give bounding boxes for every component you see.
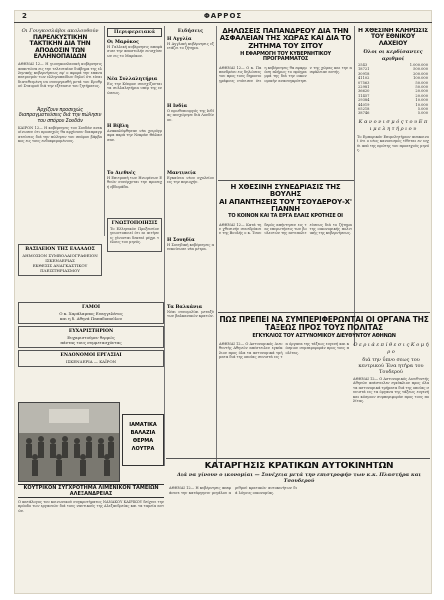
left-kicker: Οι Γουγκοσλάβοι ακολουθούν bbox=[21, 28, 99, 34]
lottery-number: 44019 bbox=[358, 102, 370, 107]
section-rule bbox=[218, 180, 354, 181]
lottery-prize: 5.000 bbox=[417, 106, 428, 111]
column-two bbox=[107, 28, 162, 298]
lottery-row bbox=[357, 111, 429, 115]
police-side-head: Ο ε ρ ι ά ε π ί θ ε σ ι ς Κ ο μ ή ρ ο bbox=[353, 342, 429, 355]
cars-headline: ΚΑΤΑΡΓΗΣΙΣ ΚΡΑΤΙΚΩΝ ΑΥΤΟΚΙΝΗΤΩΝ bbox=[204, 462, 394, 471]
left-body: ΑΘΗΝΑΙ 12— Η γιουγκοσλαυική κυβέρνησις απαντώσα εις την τελευταίαν διάβημα της ελληνικής κυβερνήσεως εφ' ο αφορά την επαναπατρισμόν των ελληνοπαίδων δηλοί ότι είναι διατεθειμένη να συνεργασθή μετά του Ερυθρού Σταυρού διά την εξέτασιν του ζητήματος. bbox=[18, 62, 102, 89]
spa-ad-line: ΘΕΡΜΑ bbox=[132, 438, 154, 444]
top-story-headline: ΔΗΛΩΣΕΙΣ ΠΑΠΑΝΔΡΕΟΥ ΔΙΑ ΤΗΝ ΑΣΦΑΛΕΙΑΝ ΤΗΣ ΧΩΡΑΣ ΚΑΙ ΔΙΑ ΤΟ ΖΗΤΗΜΑ ΤΟΥ ΣΙΤΟΥ bbox=[219, 28, 352, 50]
right-note-title: Κ α ν ο ν ι σ μ ό ς τ ο υ Ε π ι μ ε λ η τ ή ρ ι ο υ bbox=[358, 118, 428, 132]
column-rule bbox=[354, 26, 355, 346]
lottery-prize: 100.000 bbox=[413, 76, 428, 81]
right-kicker: Όλοι οι κερδίσαντες αριθμοί bbox=[363, 48, 423, 62]
photo-caption: ΚΟΥΤΡΙΚΟΝ ΣΥΓΧΡΟΤΗΜΑ ΛΙΜΕΝΙΚΟΝ ΤΑΜΕΙΩΝ ΑΛΕΞΑΝΔΡΕΙΑΣ bbox=[18, 484, 164, 498]
lottery-prize: 20.000 bbox=[415, 93, 428, 98]
col2-item-body: Η Γαλλική κυβέρνησις απεφάσισε την αποστολήν ενισχύσεων εις το Μαρόκον. bbox=[107, 45, 162, 58]
cars-body: ΑΘΗΝΑΙ 12— Η κυβέρνησις απεφάσισε την κατάργησιν μεγάλου αριθμού κρατικών αυτοκινήτων διά λόγους οικονομίας. bbox=[169, 486, 297, 495]
ad-kingdom-line: ΙΣΚΕΝΔΕΡΙΑΣ bbox=[45, 258, 75, 263]
col2-item-body: Η Επιτροπή των Ηνωμένων Εθνών συνέρχεται την προσεχή εβδομάδα. bbox=[107, 176, 162, 189]
col3-item-body: Νέαι συνομιλίαι μεταξύ των βαλκανικών κρατών. bbox=[167, 310, 214, 319]
col3-item-title: Τα Βαλκάνια bbox=[167, 305, 203, 310]
cars-story bbox=[169, 462, 429, 590]
lottery-prize: 10.000 bbox=[415, 98, 428, 103]
col2-item-title: Οι Μαρόκος bbox=[107, 40, 139, 45]
lottery-prize: 50.000 bbox=[415, 84, 428, 89]
parliament-body: ΑΘΗΝΑΙ 12— Κατά την χθεσινήν συνεδρίασιν της Βουλής ο κ. Τσουδερός απήντησεν εις τας επερωτήσεις των βουλευτών της αντιπολιτεύσεως διά το ζήτημα της οικονομικής πολιτικής της κυβερνήσεως. bbox=[219, 222, 352, 236]
parliament-headline: Η ΧΘΕΣΙΝΗ ΣΥΝΕΔΡΙΑΣΙΣ ΤΗΣ ΒΟΥΛΗΣ bbox=[230, 184, 341, 199]
masthead-title: ΦΑΡΡΟΣ bbox=[203, 12, 243, 20]
col2-item-title: Η Βίβλη bbox=[107, 124, 129, 129]
top-story-body: ΑΘΗΝΑΙ 12— Ο κ. Παπανδρέου εις δηλώσεις του προς τους δημοσιογράφους ετόνισεν ότι η κυβέρνησις θα εφαρμόση πλήρως το πρόγραμμά της διά την οικονομικήν ανασυγκρότησιν της χώρας και την ασφάλειαν αυτής. bbox=[219, 65, 352, 83]
ad-thanks bbox=[18, 326, 164, 348]
column-three bbox=[167, 28, 214, 448]
lottery-table bbox=[357, 63, 429, 116]
lottery-prize: 20.000 bbox=[415, 89, 428, 94]
col3-item-title: Μαντινεία bbox=[167, 171, 196, 176]
lottery-prize: 10.000 bbox=[415, 102, 428, 107]
right-headline: Η ΧΘΕΣΙΝΗ ΚΛΗΡΩΣΙΣ ΤΟΥ ΕΘΝΙΚΟΥ ΛΑΧΕΙΟΥ bbox=[357, 28, 429, 47]
photo-row bbox=[18, 402, 164, 482]
column-rule bbox=[216, 26, 217, 466]
lottery-prize: 5.000 bbox=[417, 111, 428, 116]
left-ads-wide bbox=[18, 300, 164, 369]
col2-item-title: Το Διεθνές bbox=[107, 171, 136, 176]
parliament-headline-3: ΤΟ ΚΟΙΝΟΝ ΚΑΙ ΤΑ ΕΡΓΑ ΕΛΑΙΣ ΚΡΟΤΗΣΕ ΟΙ bbox=[228, 213, 343, 220]
section-rule bbox=[166, 458, 430, 459]
col2-item-body: Εις την Κύπρον συνεχίζονται τα συλλαλητήρια υπέρ της ενώσεως. bbox=[107, 82, 162, 95]
col2-notice bbox=[107, 218, 162, 252]
left-ads bbox=[18, 242, 102, 278]
lottery-number: 36620 bbox=[358, 89, 370, 94]
ad-kingdom-line: ΕΚΘΕΣΙΣ ΑΝΑΓΚΑΣΤΙΚΟΥ ΠΛΕΙΣΤΗΡΙΑΣΜΟΥ bbox=[32, 263, 88, 273]
col3-item-title: Η Ινδία bbox=[167, 104, 188, 109]
lottery-number: 29384 bbox=[358, 98, 370, 103]
ad-works-line: ΙΣΚΕΝΔΕΡΙΑ — ΚΑΪΡΟΝ bbox=[65, 359, 117, 364]
masthead bbox=[14, 10, 432, 23]
ad-weddings bbox=[18, 302, 164, 324]
group-photo bbox=[18, 402, 120, 482]
ad-works-title: ΕΝΔΟΝΟΜΟΙ ΕΡΓΑΣΙΑΙ bbox=[60, 353, 122, 358]
col2-notice-title: ΓΝΩΣΤΟΠΟΙΗΣΙΣ bbox=[111, 221, 158, 226]
lottery-prize: 1.000.000 bbox=[409, 62, 428, 67]
left-body-2: ΚΑΙΡΟΝ 12— Η κυβέρνησις του Σουδάν ανεκοίνωσεν ότι προσεχώς θα αρχίσουν διαπραγματεύσεις διά την πώλησιν του σπόρου βάμβακος εις τους ενδιαφερομένους. bbox=[18, 125, 102, 144]
ad-thanks-line: πάντας τους συμμετασχόντας bbox=[60, 340, 122, 345]
police-side bbox=[353, 342, 429, 437]
col2-item-body: Ανακαλύφθησαν νέα χειρόγραφα παρά την Νεκράν Θάλασσαν. bbox=[107, 129, 162, 142]
spa-ad-line: ΒΑΛΑΖΙΑ bbox=[130, 430, 156, 436]
lottery-number: 18721 bbox=[358, 67, 370, 72]
column-rule bbox=[164, 26, 165, 466]
police-side-sub: διά την ΰπνο σεως του κεντρικού Ένα ητήρα του Τουδερού bbox=[358, 357, 424, 375]
ad-works bbox=[18, 350, 164, 367]
column-rule bbox=[104, 26, 105, 236]
col2-item-title: Νέα Συλλαλητήρια bbox=[107, 77, 158, 82]
lottery-number: 05218 bbox=[358, 106, 370, 111]
ad-weddings-line: και η δ. Αθηνά Παπαδοπούλου bbox=[60, 316, 122, 321]
left-headline: ΠΑΡΕΛΚΥΣΤΙΚΗΝ ΤΑΚΤΙΚΗΝ ΔΙΑ ΤΗΝ ΑΠΟΔΟΣΙΝ ΤΩΝ ΕΛΛΗΝΟΠΑΙΔΩΝ bbox=[29, 34, 91, 60]
col2-notice-body: Το Ελληνικόν Προξενείον γνωστοποιεί ότι αι αιτήσεις γίνονται δεκταί μέχρι τέλους του μηνός. bbox=[110, 227, 159, 245]
top-story-subhead: Η ΕΦΑΡΜΟΓΗ ΤΟΥ ΚΥΒΕΡΝΗΤΙΚΟΥ ΠΡΟΓΡΑΜΜΑΤΟΣ bbox=[240, 51, 331, 63]
page-number: 2 bbox=[22, 12, 28, 20]
spa-ad bbox=[122, 414, 164, 466]
ad-weddings-line: Ο κ. Χαράλαμπος Ευαγγελάτος bbox=[59, 311, 123, 316]
ad-kingdom bbox=[18, 244, 102, 276]
top-story bbox=[219, 28, 352, 178]
col3-item-title: Η Σουηδία bbox=[167, 238, 195, 243]
lottery-number: 30918 bbox=[358, 71, 370, 76]
police-columns bbox=[219, 342, 429, 437]
section-rule bbox=[218, 312, 430, 313]
col3-item-body: Εγκαίνια νέου σχολείου εις την περιοχήν. bbox=[167, 176, 214, 185]
police-subhead: ΕΓΚΥΚΛΙΟΣ ΤΟΥ ΑΣΤΥΝΟΜΙΚΟΥ ΔΙΕΥΘΥΝΤΟΥ ΑΘΗΝΩΝ bbox=[252, 332, 396, 339]
lottery-number: 11457 bbox=[358, 93, 370, 98]
lottery-number: 38746 bbox=[358, 111, 370, 116]
police-side-body: ΑΘΗΝΑΙ 12— Ο Αστυνομικός Διευθυντής Αθηνών απέστειλεν εγκύκλιον προς όλα τα αστυνομικά τμήματα διά της οποίας συνιστά εις τα όργανα της τάξεως ευγενή και κόσμιον συμπεριφοράν προς τους πολίτας. bbox=[353, 377, 429, 404]
parliament-story bbox=[219, 184, 352, 304]
ad-weddings-title: ΓΑΜΟΙ bbox=[81, 305, 101, 310]
spa-ad-line: ΙΑΜΑΤΙΚΑ bbox=[129, 422, 157, 428]
ad-thanks-title: ΕΥΧΑΡΙΣΤΗΡΙΟΝ bbox=[68, 329, 114, 334]
left-headline-2: Άρχίζουν προσεχώς διαπραγματεύσεις διά την πώλησιν του σπόρου Σουδάν bbox=[18, 107, 102, 124]
right-column bbox=[357, 28, 429, 328]
col3-item-title: Η Αγγλία bbox=[167, 37, 192, 42]
lottery-number: 07563 bbox=[358, 80, 370, 85]
lottery-prize: 200.000 bbox=[413, 71, 428, 76]
lottery-number: 41102 bbox=[358, 76, 370, 81]
col3-header: Ειδήσεις bbox=[177, 28, 204, 34]
lottery-prize: 50.000 bbox=[415, 80, 428, 85]
lottery-prize: 500.000 bbox=[413, 67, 428, 72]
col3-item-body: Ο πρωθυπουργός της Ινδίας ανεχώρησε διά Λονδίνον. bbox=[167, 109, 214, 122]
police-story bbox=[219, 316, 429, 446]
ad-thanks-line: Ευχαριστούμεν θερμώς bbox=[67, 335, 115, 340]
ad-kingdom-title: ΒΑΣΙΛΕΙΟΝ ΤΗΣ ΕΛΛΑΔΟΣ bbox=[25, 247, 95, 252]
ad-kingdom-line: ΔΗΜΟΣΙΟΝ ΣΥΜΒΟΛΑΙΟΓΡΑΦΕΙΟΝ bbox=[22, 253, 98, 258]
lottery-number: 2543 bbox=[358, 62, 368, 67]
police-headline: ΠΩΣ ΠΡΕΠΕΙ ΝΑ ΣΥΜΠΕΡΙΦΕΡΩΝΤΑΙ ΟΙ ΟΡΓΑΝΑ ΤΗΣ ΤΑΞΕΩΣ ΠΡΟΣ ΤΟΥΣ ΠΟΛΙΤΑΣ bbox=[219, 316, 429, 332]
photo-block bbox=[18, 402, 164, 586]
col2-header: Περιφερειακά bbox=[107, 28, 162, 37]
group-photo-image bbox=[19, 403, 119, 481]
photo-body: Ο κατάλογος του κοινωνικού συγκροτήματος ΝΑΝΑΚΟΥ ΚΑΙΡΙΚΟΥ δείχνει την πρόοδο των εργασιών διά τους ναυτικούς της Αλεξανδρείας και τα ταμεία αυτών. bbox=[18, 500, 164, 513]
right-body: Το Εμπορικόν Επιμελητήριον ανακοινοί ότι ο νέος κανονισμός τίθεται εν ισχύι από της πρώτης του προσεχούς μηνός. bbox=[357, 134, 429, 152]
lottery-number: 22981 bbox=[358, 84, 370, 89]
col3-item-body: Η Αγγλική κυβέρνησις εξετάζει το ζήτημα. bbox=[167, 42, 214, 51]
police-body: ΑΘΗΝΑΙ 12— Ο Αστυνομικός Διευθυντής Αθηνών απέστειλεν εγκύκλιον προς όλα τα αστυνομικά τμήματα διά της οποίας συνιστά εις τα όργανα της τάξεως ευγενή και κόσμιον συμπεριφοράν προς τους πολίτας. bbox=[219, 342, 349, 360]
newspaper-page bbox=[14, 10, 432, 594]
col3-item-body: Η Σουηδική κυβέρνησις ανεκοίνωσε νέα μέτρα. bbox=[167, 243, 214, 252]
parliament-headline-2: ΑΙ ΑΠΑΝΤΗΣΕΙΣ ΤΟΥ ΤΣΟΥΔΕΡΟΥ-Χ' ΓΙΑΝΝΗ bbox=[219, 197, 352, 214]
cars-subhead: Διά να γίνουν ο ικονομίαι — Συνέχεια μετά την επιστροφήν των κ.κ. Πλαστήρα και Τσουδερού bbox=[176, 472, 421, 485]
left-column bbox=[18, 28, 102, 238]
spa-ad-line: ΛΟΥΤΡΑ bbox=[131, 446, 155, 452]
